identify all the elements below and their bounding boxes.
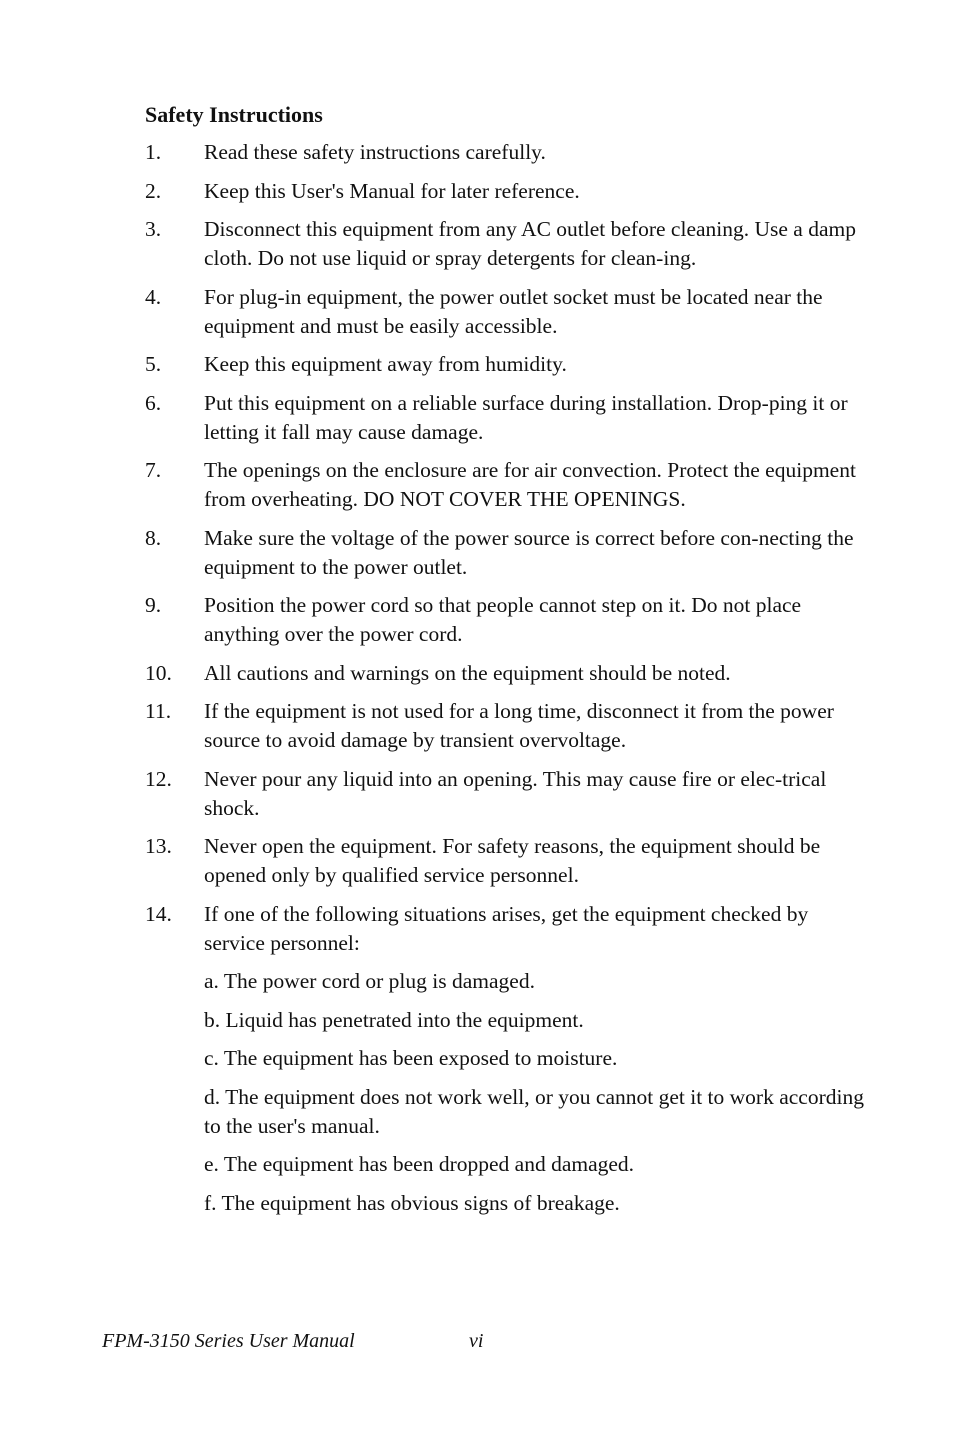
list-item xyxy=(145,900,865,958)
item-text: The openings on the enclosure are for air convection. Protect the equipment from overheating. DO NOT COVER THE OPENINGS. xyxy=(204,458,856,511)
item-text: If one of the following situations arises, get the equipment checked by service personnel: xyxy=(204,901,809,955)
safety-instruction-list xyxy=(145,138,865,958)
item-number: 10. xyxy=(145,660,172,685)
list-item xyxy=(145,591,865,649)
item-number: 12. xyxy=(145,766,172,791)
sublist-item: f. The equipment has obvious signs of breakage. xyxy=(204,1190,620,1215)
item-number: 9. xyxy=(145,593,162,617)
item-text: Position the power cord so that people cannot step on it. Do not place anything over the power cord. xyxy=(204,593,802,646)
page-content xyxy=(145,100,865,1227)
list-item xyxy=(145,659,865,688)
item-number: 4. xyxy=(145,284,162,309)
footer-page-number: vi xyxy=(469,1330,484,1352)
sublist-item: d. The equipment does not work well, or you cannot get it to work according to the user's manual. xyxy=(204,1084,864,1138)
item-number: 5. xyxy=(145,352,162,376)
item-number: 3. xyxy=(145,217,162,241)
item-text: Keep this equipment away from humidity. xyxy=(204,352,567,376)
sublist-item: c. The equipment has been exposed to moisture. xyxy=(204,1046,618,1070)
item-text: Make sure the voltage of the power source is correct before con-necting the equipment to the power outlet. xyxy=(204,525,854,579)
section-heading: Safety Instructions xyxy=(145,102,323,127)
sublist-item: a. The power cord or plug is damaged. xyxy=(204,969,535,993)
sublist-item: b. Liquid has penetrated into the equipment. xyxy=(204,1007,584,1032)
list-item xyxy=(145,832,865,890)
item-number: 6. xyxy=(145,390,162,415)
list-item xyxy=(145,350,865,379)
list-item xyxy=(145,177,865,206)
item-number: 8. xyxy=(145,525,162,550)
item-text: Put this equipment on a reliable surface during installation. Drop-ping it or letting it fall may cause damage. xyxy=(204,390,848,444)
item-number: 14. xyxy=(145,901,172,926)
situation-sublist xyxy=(145,967,865,1218)
sublist-item: e. The equipment has been dropped and damaged. xyxy=(204,1152,635,1176)
item-text: Never open the equipment. For safety reasons, the equipment should be opened only by qualified service personnel. xyxy=(204,834,821,887)
item-text: If the equipment is not used for a long time, disconnect it from the power source to avoid damage by transient overvoltage. xyxy=(204,699,834,752)
footer-manual-title: FPM-3150 Series User Manual xyxy=(102,1330,355,1352)
item-number: 11. xyxy=(145,699,172,723)
list-item xyxy=(145,138,865,167)
item-text: Disconnect this equipment from any AC outlet before cleaning. Use a damp cloth. Do not use liquid or spray detergents for clean-ing. xyxy=(204,217,856,270)
list-item xyxy=(145,215,865,273)
list-item xyxy=(145,283,865,341)
item-number: 13. xyxy=(145,834,172,858)
list-item xyxy=(145,456,865,514)
list-item xyxy=(145,697,865,755)
list-item xyxy=(145,389,865,447)
list-item xyxy=(145,524,865,582)
item-text: Never pour any liquid into an opening. This may cause fire or elec-trical shock. xyxy=(204,766,827,820)
item-number: 1. xyxy=(145,140,162,164)
item-number: 2. xyxy=(145,178,162,203)
item-number: 7. xyxy=(145,458,162,482)
item-text: Keep this User's Manual for later reference. xyxy=(204,178,580,203)
item-text: Read these safety instructions carefully. xyxy=(204,140,546,164)
item-text: For plug-in equipment, the power outlet socket must be located near the equipment and must be easily accessible. xyxy=(204,284,823,338)
item-text: All cautions and warnings on the equipment should be noted. xyxy=(204,660,731,685)
list-item xyxy=(145,765,865,823)
